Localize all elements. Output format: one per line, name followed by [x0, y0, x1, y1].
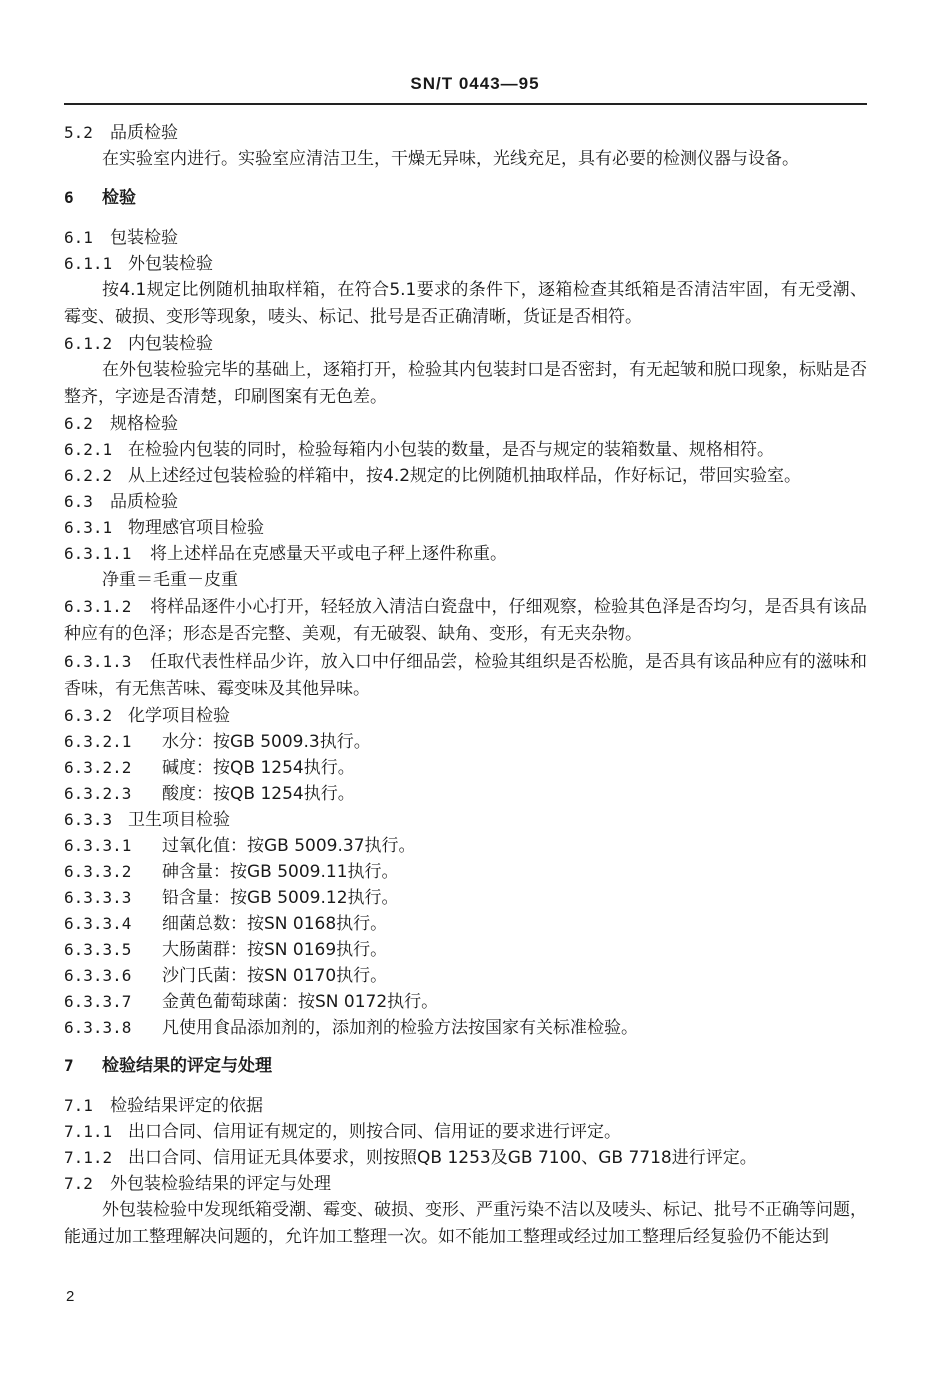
section-6-3-2-3	[64, 781, 867, 807]
section-6-1-1-text: 按4.1规定比例随机抽取样箱，在符合5.1要求的条件下，逐箱检查其纸箱是否清洁牢固，有无受潮、霉变、破损、变形等现象，唛头、标记、批号是否正确清晰，货证是否相符。	[64, 280, 867, 327]
section-number: 6.2.1	[64, 440, 113, 459]
section-number: 7.2	[64, 1174, 93, 1193]
section-text: 将上述样品在克感量天平或电子秤上逐件称重。	[150, 544, 507, 564]
section-title: 内包装检验	[128, 334, 213, 354]
section-text: 任取代表性样品少许，放入口中仔细品尝，检验其组织是否松脆，是否具有该品种应有的滋味和香味，有无焦苦味、霉变味及其他异味。	[64, 652, 867, 699]
section-title: 包装检验	[110, 228, 178, 248]
section-6-3-3-8	[64, 1015, 867, 1041]
section-text: 细菌总数：按SN 0168执行。	[162, 914, 388, 934]
section-6-2-1	[64, 437, 867, 463]
section-7-1-heading	[64, 1093, 867, 1119]
section-6-3-2-heading	[64, 703, 867, 729]
section-title: 品质检验	[110, 123, 178, 143]
section-text: 出口合同、信用证有规定的，则按合同、信用证的要求进行评定。	[128, 1122, 621, 1142]
section-text: 凡使用食品添加剂的，添加剂的检验方法按国家有关标准检验。	[162, 1018, 638, 1038]
section-6-3-1-1	[64, 541, 867, 567]
section-6-3-3-6	[64, 963, 867, 989]
section-6-3-2-1	[64, 729, 867, 755]
section-number: 6.3.1.3	[64, 652, 132, 671]
section-text: 将样品逐件小心打开，轻轻放入清洁白瓷盘中，仔细观察，检验其色泽是否均匀，是否具有该品种应有的色泽；形态是否完整、美观，有无破裂、缺角、变形，有无夹杂物。	[64, 597, 867, 644]
page-number: 2	[66, 1288, 75, 1305]
section-6-3-1-2	[64, 593, 867, 648]
section-number: 6.3.3.5	[64, 940, 132, 959]
section-text: 水分：按GB 5009.3执行。	[162, 732, 371, 752]
section-6-1-2-text: 在外包装检验完毕的基础上，逐箱打开，检验其内包装封口是否密封，有无起皱和脱口现象，标贴是否整齐，字迹是否清楚，印刷图案有无色差。	[64, 360, 867, 407]
section-7-1-2	[64, 1145, 867, 1171]
section-number: 6.3.3.2	[64, 862, 132, 881]
section-number: 6.3.3	[64, 810, 113, 829]
document-header-code: SN/T 0443—95	[410, 74, 540, 93]
section-6-1-heading	[64, 225, 867, 251]
section-title: 检验	[102, 188, 136, 208]
section-title: 卫生项目检验	[128, 810, 230, 830]
section-number: 6.3.3.4	[64, 914, 132, 933]
section-5-2-heading	[64, 120, 867, 146]
section-6-1-1-heading	[64, 251, 867, 277]
section-6-3-1-heading	[64, 515, 867, 541]
section-6-3-3-5	[64, 937, 867, 963]
section-number: 6.3.3.3	[64, 888, 132, 907]
section-number: 6.3.2.2	[64, 758, 132, 777]
section-text: 碱度：按QB 1254执行。	[162, 758, 355, 778]
section-number: 6.3.3.7	[64, 992, 132, 1011]
section-number: 6.3.2.1	[64, 732, 132, 751]
section-title: 外包装检验	[128, 254, 213, 274]
section-number: 7.1	[64, 1096, 93, 1115]
section-title: 检验结果的评定与处理	[102, 1056, 272, 1076]
section-7-2-text: 外包装检验中发现纸箱受潮、霉变、破损、变形、严重污染不洁以及唛头、标记、批号不正确等问题，能通过加工整理解决问题的，允许加工整理一次。如不能加工整理或经过加工整理后经复验仍不能达到	[64, 1200, 867, 1247]
section-number: 6.3.1.2	[64, 597, 132, 616]
section-7-heading	[64, 1053, 867, 1079]
section-number: 7	[64, 1056, 74, 1075]
section-number: 6.2	[64, 414, 93, 433]
section-text: 酸度：按QB 1254执行。	[162, 784, 355, 804]
section-text: 铅含量：按GB 5009.12执行。	[162, 888, 399, 908]
section-number: 6.3	[64, 492, 93, 511]
section-7-1-1	[64, 1119, 867, 1145]
section-number: 6.1.2	[64, 334, 113, 353]
section-5-2-text: 在实验室内进行。实验室应清洁卫生，干燥无异味，光线充足，具有必要的检测仪器与设备。	[102, 149, 799, 169]
section-number: 6.2.2	[64, 466, 113, 485]
section-text: 出口合同、信用证无具体要求，则按照QB 1253及GB 7100、GB 7718进行评定。	[128, 1148, 757, 1168]
section-6-3-3-heading	[64, 807, 867, 833]
header-rule	[64, 103, 867, 105]
section-6-3-2-2	[64, 755, 867, 781]
section-number: 6.3.1.1	[64, 544, 132, 563]
section-text: 金黄色葡萄球菌：按SN 0172执行。	[162, 992, 439, 1012]
section-text: 在检验内包装的同时，检验每箱内小包装的数量，是否与规定的装箱数量、规格相符。	[128, 440, 774, 460]
section-text: 大肠菌群：按SN 0169执行。	[162, 940, 388, 960]
section-title: 外包装检验结果的评定与处理	[110, 1174, 331, 1194]
section-number: 6.3.2	[64, 706, 113, 725]
section-6-3-3-4	[64, 911, 867, 937]
section-number: 6.3.1	[64, 518, 113, 537]
section-number: 7.1.1	[64, 1122, 113, 1141]
section-title: 品质检验	[110, 492, 178, 512]
section-6-3-3-1	[64, 833, 867, 859]
section-number: 6.3.2.3	[64, 784, 132, 803]
section-6-3-1-3	[64, 648, 867, 703]
document-body	[64, 120, 867, 1251]
section-number: 6	[64, 188, 74, 207]
section-number: 5.2	[64, 123, 93, 142]
section-title: 物理感官项目检验	[128, 518, 264, 538]
section-text: 砷含量：按GB 5009.11执行。	[162, 862, 399, 882]
section-text: 过氧化值：按GB 5009.37执行。	[162, 836, 416, 856]
section-6-3-heading	[64, 489, 867, 515]
section-6-1-2-heading	[64, 331, 867, 357]
section-title: 规格检验	[110, 414, 178, 434]
section-number: 6.3.3.8	[64, 1018, 132, 1037]
section-number: 6.3.3.6	[64, 966, 132, 985]
section-text: 从上述经过包装检验的样箱中，按4.2规定的比例随机抽取样品，作好标记，带回实验室。	[128, 466, 802, 486]
section-title: 化学项目检验	[128, 706, 230, 726]
section-6-2-2	[64, 463, 867, 489]
section-number: 6.1.1	[64, 254, 113, 273]
net-weight-formula: 净重＝毛重－皮重	[102, 570, 238, 590]
section-6-2-heading	[64, 411, 867, 437]
section-7-2-heading	[64, 1171, 867, 1197]
section-6-heading	[64, 185, 867, 211]
section-6-3-3-2	[64, 859, 867, 885]
section-6-3-3-3	[64, 885, 867, 911]
section-number: 6.1	[64, 228, 93, 247]
section-number: 6.3.3.1	[64, 836, 132, 855]
section-title: 检验结果评定的依据	[110, 1096, 263, 1116]
section-6-3-3-7	[64, 989, 867, 1015]
section-number: 7.1.2	[64, 1148, 113, 1167]
section-text: 沙门氏菌：按SN 0170执行。	[162, 966, 388, 986]
